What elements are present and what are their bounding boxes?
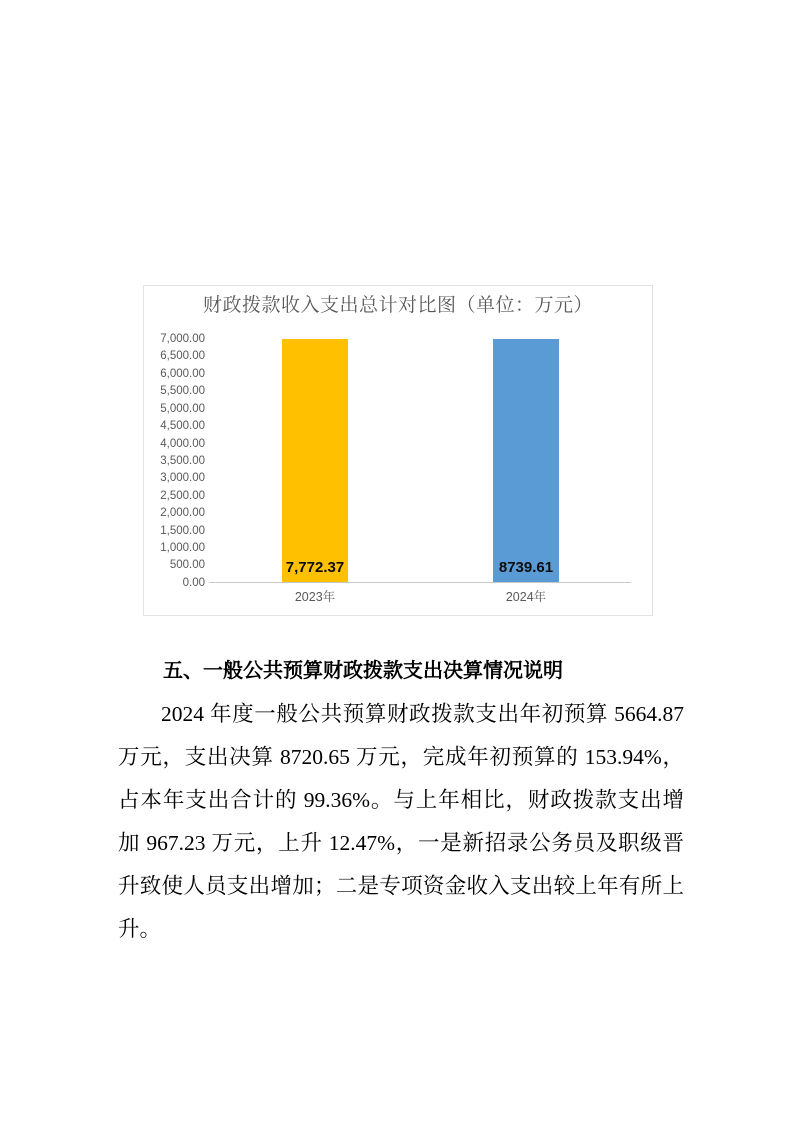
y-tick-label: 6,500.00 (160, 350, 205, 363)
y-tick-label: 2,000.00 (160, 507, 205, 520)
bar-value-label-2024: 8739.61 (498, 559, 554, 576)
y-tick-label: 6,000.00 (160, 367, 205, 380)
bar-chart (143, 285, 653, 616)
y-tick-label: 5,000.00 (160, 402, 205, 415)
y-tick-label: 7,000.00 (160, 333, 205, 345)
y-tick-label: 0.00 (182, 576, 205, 589)
x-axis-line (209, 582, 631, 583)
x-category-label-2023: 2023年 (294, 590, 336, 604)
y-tick-label: 500.00 (169, 559, 205, 572)
body-paragraph: 2024 年度一般公共预算财政拨款支出年初预算 5664.87 万元，支出决算 8720.65 万元，完成年初预算的 153.94%，占本年支出合计的 99.36%。与上年相比，财政拨款支出增加 967.23 万元，上升 12.47%，一是新招录公务员及职级晋升致使人员支出增加；二是专项资金收入支出较上年有所上升。 (118, 702, 684, 941)
bar-2024 (493, 339, 559, 582)
bar-value-label-2023: 7,772.37 (285, 559, 345, 576)
chart-title: 财政拨款收入支出总计对比图（单位：万元） (202, 295, 593, 316)
y-tick-label: 1,500.00 (160, 524, 205, 537)
y-tick-label: 5,500.00 (160, 385, 205, 398)
y-tick-label: 1,000.00 (160, 542, 205, 555)
x-category-label-2024: 2024年 (505, 590, 547, 604)
bar-2023 (282, 339, 348, 582)
y-tick-label: 4,000.00 (160, 437, 205, 450)
y-tick-label: 3,000.00 (160, 472, 205, 485)
y-tick-label: 3,500.00 (160, 454, 205, 467)
y-tick-label: 2,500.00 (160, 489, 205, 502)
y-tick-label: 4,500.00 (160, 420, 205, 433)
section-heading: 五、一般公共预算财政拨款支出决算情况说明 (163, 660, 563, 682)
section-five (118, 650, 684, 951)
y-axis (144, 332, 205, 590)
